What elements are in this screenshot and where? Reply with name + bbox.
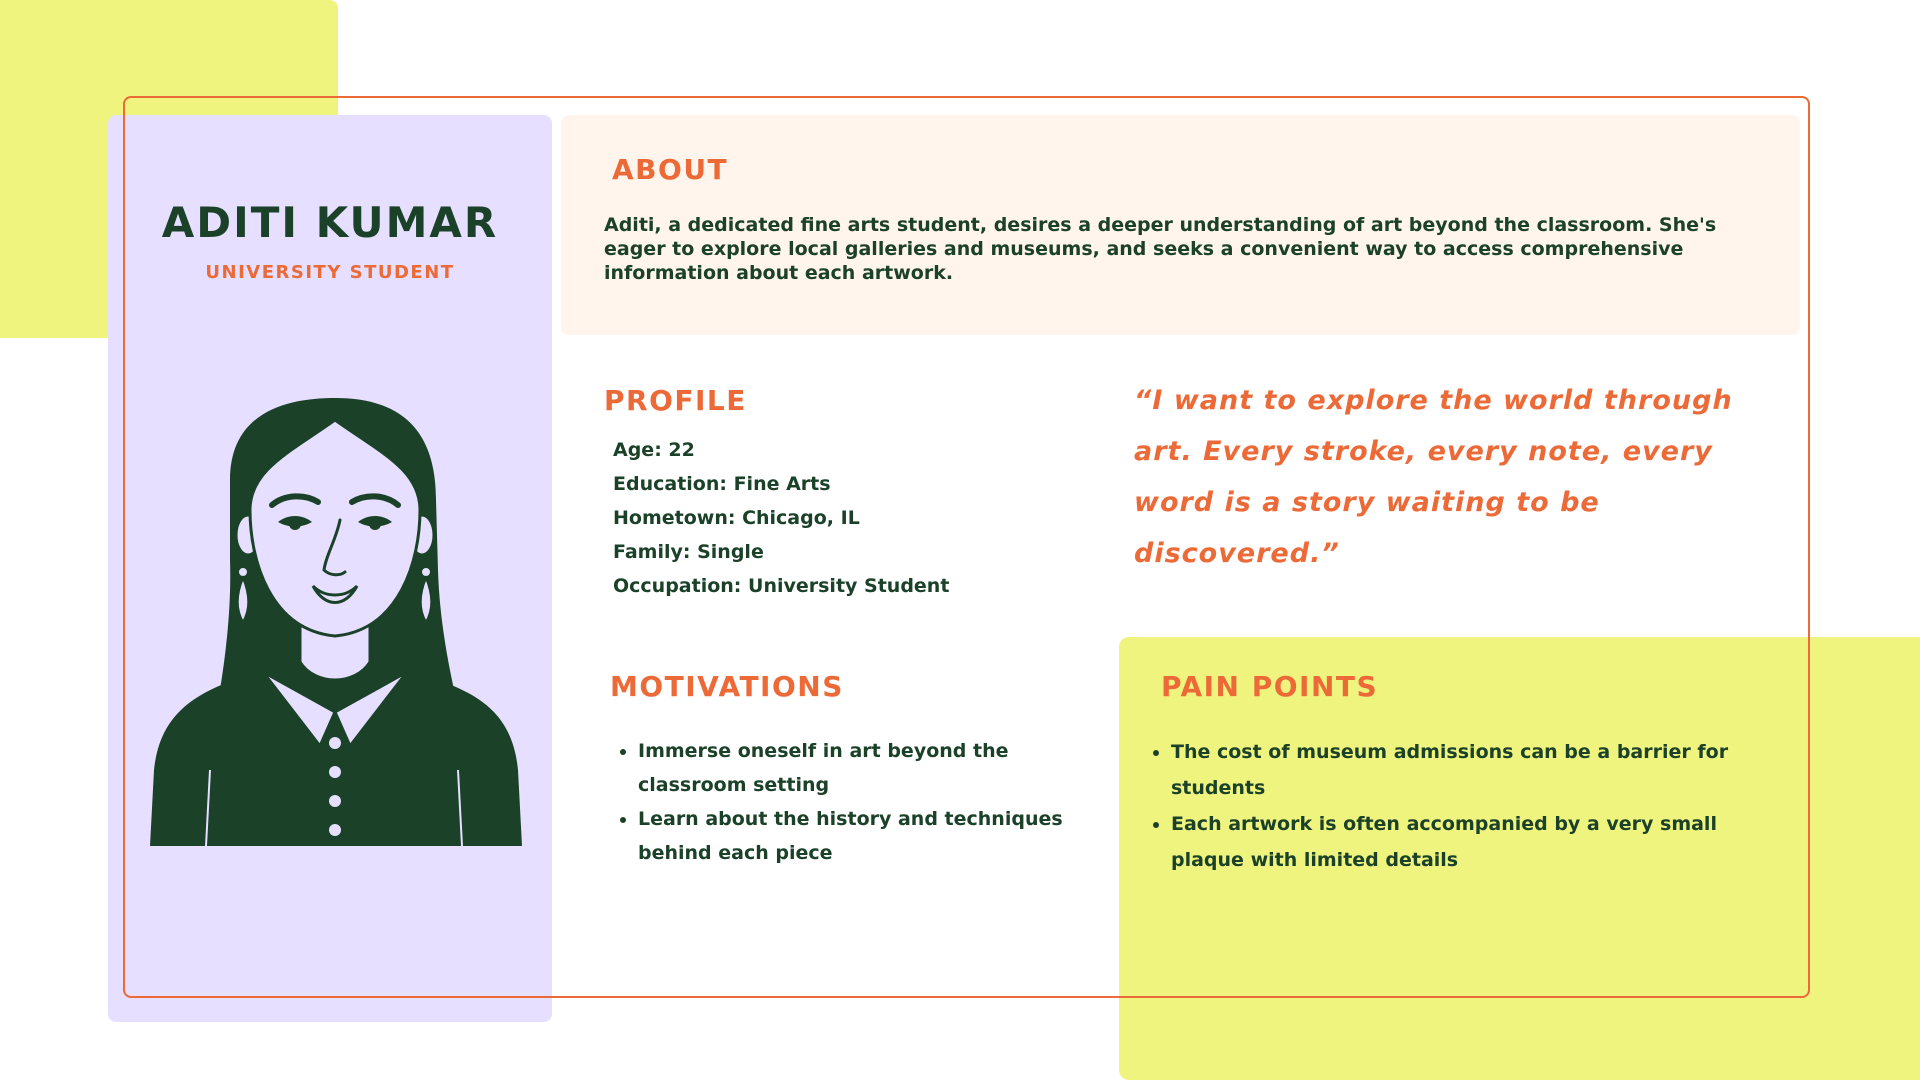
persona-name: ADITI KUMAR [161, 198, 499, 247]
list-item: • Each artwork is often accompanied by a very small plaque with limited details [1171, 806, 1731, 878]
motivations-heading: MOTIVATIONS [610, 670, 844, 703]
pain-points-heading: PAIN POINTS [1161, 670, 1379, 703]
list-item: • The cost of museum admissions can be a barrier for students [1171, 734, 1731, 806]
profile-age: Age: 22 [613, 439, 695, 461]
profile-hometown: Hometown: Chicago, IL [613, 507, 860, 529]
persona-role: UNIVERSITY STUDENT [205, 262, 455, 283]
profile-education: Education: Fine Arts [613, 473, 831, 495]
list-item: • Learn about the history and techniques behind each piece [638, 802, 1078, 870]
profile-family: Family: Single [613, 541, 764, 563]
profile-list [613, 433, 949, 603]
profile-heading: PROFILE [604, 384, 747, 417]
about-heading: ABOUT [612, 153, 729, 186]
shirt-button [329, 766, 341, 778]
motivations-list [610, 734, 1078, 870]
shirt-button [329, 795, 341, 807]
shirt-button [329, 824, 341, 836]
persona-avatar-illustration [140, 390, 540, 850]
shirt-button [329, 737, 341, 749]
profile-occupation: Occupation: University Student [613, 575, 950, 597]
about-text: Aditi, a dedicated fine arts student, desires a deeper understanding of art beyond the classroom. She's eager to explore local galleries and museums, and seeks a convenient way to access comprehensive information about each artwork. [604, 214, 1717, 284]
list-item: • Immerse oneself in art beyond the classroom setting [638, 734, 1078, 802]
persona-quote: “I want to explore the world through art. Every stroke, every note, every word is a story waiting to be discovered.” [1134, 385, 1733, 569]
pain-points-list [1143, 734, 1731, 878]
